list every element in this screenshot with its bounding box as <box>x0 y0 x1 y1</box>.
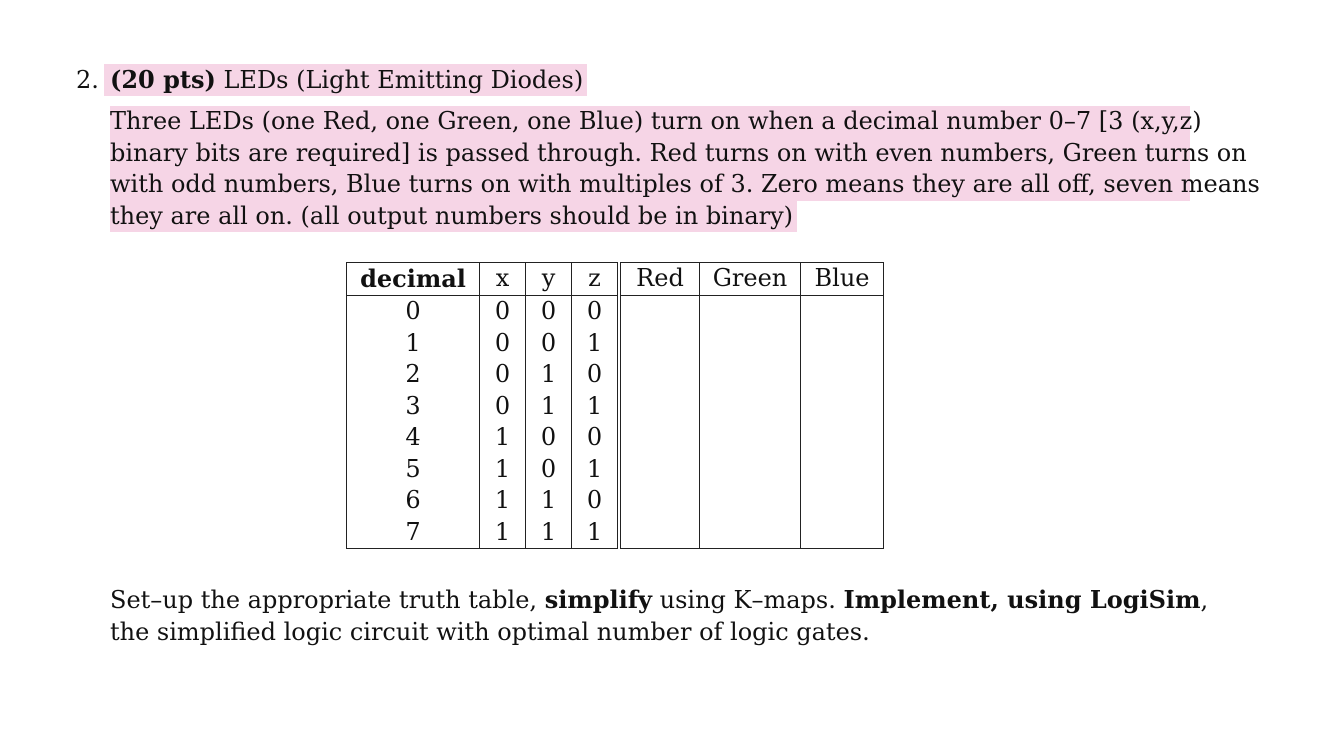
header-z: z <box>572 263 620 296</box>
cell-z: 0 <box>572 485 620 517</box>
cell-z: 0 <box>572 296 620 328</box>
cell-green <box>700 485 801 517</box>
cell-y: 0 <box>526 328 572 360</box>
cell-red <box>619 328 700 360</box>
cell-y: 1 <box>526 359 572 391</box>
cell-x: 1 <box>480 485 526 517</box>
table-row <box>347 328 884 360</box>
cell-z: 0 <box>572 359 620 391</box>
cell-decimal: 5 <box>347 454 480 486</box>
cell-x: 0 <box>480 328 526 360</box>
cell-red <box>619 454 700 486</box>
instructions-line: the simplified logic circuit with optimal number of logic gates. <box>110 618 870 646</box>
truth-table <box>346 262 884 549</box>
cell-red <box>619 517 700 549</box>
table-row <box>347 485 884 517</box>
cell-red <box>619 391 700 423</box>
cell-x: 0 <box>480 391 526 423</box>
table-row <box>347 391 884 423</box>
cell-x: 1 <box>480 517 526 549</box>
table-row <box>347 359 884 391</box>
cell-blue <box>801 485 884 517</box>
cell-red <box>619 359 700 391</box>
cell-y: 0 <box>526 454 572 486</box>
cell-blue <box>801 328 884 360</box>
cell-y: 1 <box>526 391 572 423</box>
cell-green <box>700 454 801 486</box>
cell-green <box>700 328 801 360</box>
table-row <box>347 454 884 486</box>
cell-decimal: 1 <box>347 328 480 360</box>
problem-title <box>104 64 587 96</box>
description-line: with odd numbers, Blue turns on with multiples of 3. Zero means they are all off, seven means <box>110 169 1190 201</box>
problem-points: (20 pts) <box>110 65 216 94</box>
implement-keyword: Implement, using LogiSim <box>843 585 1201 614</box>
description-line: Three LEDs (one Red, one Green, one Blue) turn on when a decimal number 0–7 [3 (x,y,z) <box>110 106 1190 138</box>
cell-z: 1 <box>572 328 620 360</box>
description-line: they are all on. (all output numbers should be in binary) <box>110 201 1190 233</box>
cell-x: 1 <box>480 422 526 454</box>
cell-blue <box>801 296 884 328</box>
problem-title-text: LEDs (Light Emitting Diodes) <box>223 66 584 94</box>
cell-decimal: 7 <box>347 517 480 549</box>
cell-x: 0 <box>480 359 526 391</box>
cell-green <box>700 296 801 328</box>
instructions <box>110 584 1209 648</box>
cell-decimal: 0 <box>347 296 480 328</box>
cell-decimal: 6 <box>347 485 480 517</box>
cell-z: 1 <box>572 517 620 549</box>
cell-z: 0 <box>572 422 620 454</box>
cell-green <box>700 359 801 391</box>
cell-red <box>619 296 700 328</box>
cell-blue <box>801 517 884 549</box>
cell-decimal: 3 <box>347 391 480 423</box>
cell-red <box>619 485 700 517</box>
cell-y: 1 <box>526 517 572 549</box>
cell-y: 1 <box>526 485 572 517</box>
cell-green <box>700 391 801 423</box>
cell-decimal: 4 <box>347 422 480 454</box>
description-line: binary bits are required] is passed through. Red turns on with even numbers, Green turns on <box>110 138 1190 170</box>
table-row <box>347 422 884 454</box>
header-y: y <box>526 263 572 296</box>
cell-y: 0 <box>526 422 572 454</box>
cell-x: 0 <box>480 296 526 328</box>
simplify-keyword: simplify <box>544 585 652 614</box>
header-decimal: decimal <box>347 263 480 296</box>
instructions-line: Set–up the appropriate truth table, simplify using K–maps. Implement, using LogiSim, <box>110 585 1209 614</box>
header-red: Red <box>619 263 700 296</box>
problem-description <box>110 106 1260 232</box>
cell-x: 1 <box>480 454 526 486</box>
header-green: Green <box>700 263 801 296</box>
cell-blue <box>801 359 884 391</box>
cell-green <box>700 422 801 454</box>
cell-green <box>700 517 801 549</box>
header-blue: Blue <box>801 263 884 296</box>
cell-blue <box>801 391 884 423</box>
cell-blue <box>801 422 884 454</box>
table-row <box>347 517 884 549</box>
cell-blue <box>801 454 884 486</box>
table-row <box>347 296 884 328</box>
cell-z: 1 <box>572 454 620 486</box>
cell-decimal: 2 <box>347 359 480 391</box>
problem-number: 2. <box>76 66 99 94</box>
header-x: x <box>480 263 526 296</box>
cell-red <box>619 422 700 454</box>
cell-z: 1 <box>572 391 620 423</box>
cell-y: 0 <box>526 296 572 328</box>
truth-table-header-row <box>347 263 884 296</box>
